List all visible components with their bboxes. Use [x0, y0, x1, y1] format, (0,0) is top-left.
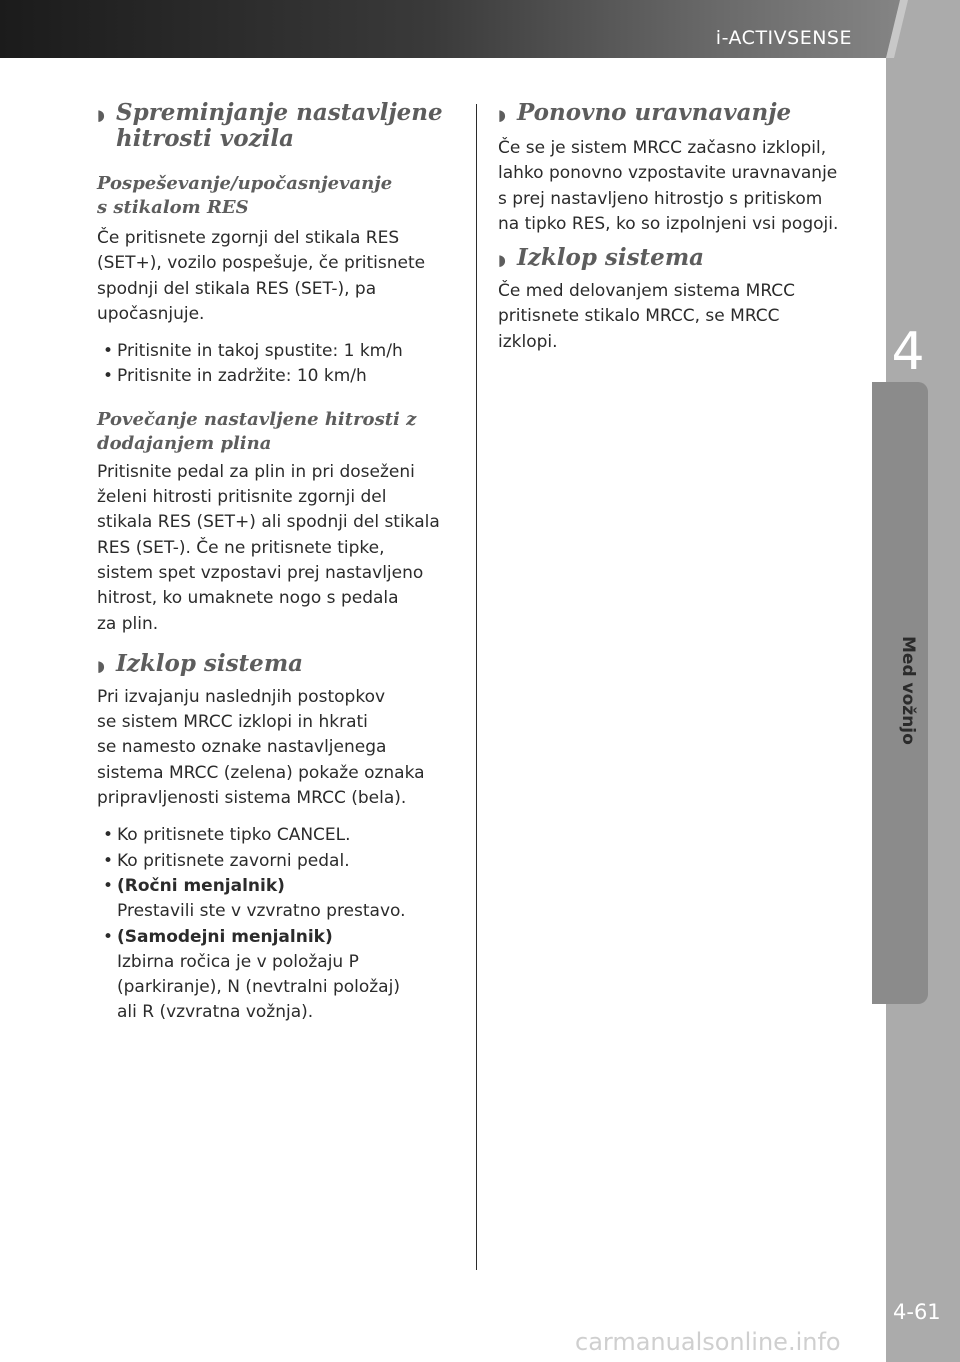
text-line: sistema MRCC (zelena) pokaže oznaka — [97, 762, 425, 783]
text-line: (SET+), vozilo pospešuje, če pritisnete — [97, 253, 426, 274]
heading-line: Izklop sistema — [517, 244, 705, 272]
text-line: Pritisnite pedal za plin in pri doseženi — [97, 461, 415, 482]
text-line: lahko ponovno vzpostavite uravnavanje — [498, 163, 838, 184]
list-item — [101, 823, 459, 848]
subheading-line: Pospeševanje/upočasnjevanje — [97, 173, 393, 194]
left-column — [97, 100, 459, 1026]
text-line: Če med delovanjem sistema MRCC — [498, 281, 796, 302]
page-number: 4-61 — [893, 1300, 941, 1324]
text-line: sistem spet vzpostavi prej nastavljeno — [97, 562, 424, 583]
section-heading-system-off — [97, 651, 459, 679]
list-item — [101, 874, 459, 925]
text-line: se sistem MRCC izklopi in hkrati — [97, 712, 368, 733]
chapter-number: 4 — [891, 322, 925, 382]
right-column — [498, 100, 860, 355]
section-marker-icon: ◗ — [97, 656, 105, 675]
text-line: Izbirna ročica je v položaju P — [117, 951, 359, 972]
text-line: RES (SET-). Če ne pritisnete tipke, — [97, 537, 385, 558]
text-line: s prej nastavljeno hitrostjo s pritiskom — [498, 188, 823, 209]
paragraph-resume — [498, 136, 860, 237]
heading-line: hitrosti vozila — [116, 125, 295, 152]
chapter-label: Med vožnjo — [898, 636, 918, 745]
text-line: Če se je sistem MRCC začasno izklopil, — [498, 138, 827, 158]
section-heading-change-speed — [97, 100, 459, 152]
text-line: spodnji del stikala RES (SET-), pa — [97, 278, 377, 299]
heading-line: Ponovno uravnavanje — [517, 99, 792, 126]
subheading-line: Povečanje nastavljene hitrosti z — [97, 408, 417, 430]
section-marker-icon: ◗ — [498, 106, 506, 124]
watermark: carmanualsonline.info — [575, 1328, 841, 1356]
text-line: želeni hitrosti pritisnite zgornji del — [97, 487, 387, 508]
header-title: i-ACTIVSENSE — [715, 27, 852, 49]
text-line: stikala RES (SET+) ali spodnji del stikala — [97, 512, 440, 533]
paragraph-system-off-right — [498, 279, 860, 355]
list-item — [101, 849, 459, 874]
bullet-list-speed-steps — [97, 339, 459, 390]
heading-line: Izklop sistema — [116, 649, 304, 677]
text-line: hitrost, ko umaknete nogo s pedala — [97, 588, 399, 609]
text-line: (parkiranje), N (nevtralni položaj) — [117, 977, 400, 998]
text-line: pripravljenosti sistema MRCC (bela). — [97, 788, 407, 809]
text-line: Ko pritisnete zavorni pedal. — [117, 850, 350, 871]
section-heading-resume — [498, 100, 860, 128]
subheading-line: s stikalom RES — [97, 197, 249, 218]
subheading-accelerator — [97, 408, 459, 456]
paragraph-system-off — [97, 685, 459, 811]
text-line: ali R (vzvratna vožnja). — [117, 1002, 314, 1023]
paragraph-res-switch — [97, 226, 459, 327]
subheading-res-switch — [97, 172, 459, 220]
bullet-list-conditions — [97, 823, 459, 1025]
heading-line: Spreminjanje nastavljene — [116, 99, 443, 126]
text-line: Ko pritisnete tipko CANCEL. — [117, 825, 351, 846]
column-divider — [476, 104, 477, 1270]
text-line: pritisnete stikalo MRCC, se MRCC — [498, 306, 780, 327]
text-line: Pri izvajanju naslednjih postopkov — [97, 686, 386, 707]
text-line: izklopi. — [498, 331, 558, 352]
text-line: Prestavili ste v vzvratno prestavo. — [117, 901, 406, 922]
list-item — [101, 925, 459, 1026]
text-line: se namesto oznake nastavljenega — [97, 737, 387, 758]
paragraph-accelerator — [97, 460, 459, 637]
text-line: upočasnjuje. — [97, 303, 205, 324]
section-heading-system-off-right — [498, 245, 860, 273]
list-item: • Pritisnite in zadržite: 10 km/h — [101, 364, 459, 389]
header-corner-decoration — [850, 0, 960, 58]
bullet-bold-label: • (Samodejni menjalnik) — [117, 926, 333, 947]
bullet-bold-label: • (Ročni menjalnik) — [117, 875, 285, 896]
text-line: Če pritisnete zgornji del stikala RES — [97, 228, 400, 248]
text-line: za plin. — [97, 613, 159, 634]
text-line: na tipko RES, ko so izpolnjeni vsi pogoji. — [498, 213, 839, 234]
section-marker-icon: ◗ — [498, 251, 506, 270]
section-marker-icon: ◗ — [97, 106, 105, 124]
subheading-line: dodajanjem plina — [97, 432, 272, 454]
list-item: • Pritisnite in takoj spustite: 1 km/h — [101, 339, 459, 364]
